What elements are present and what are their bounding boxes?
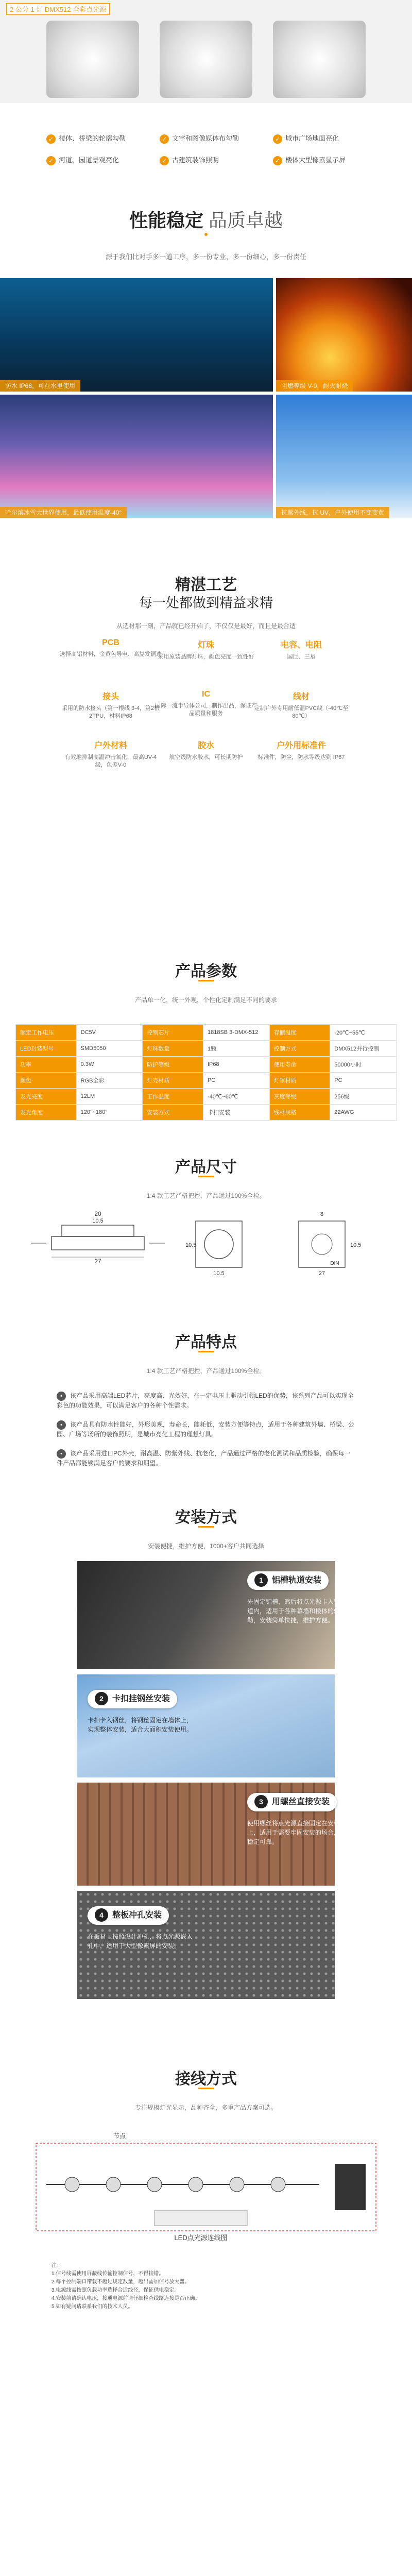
dim-label: 10.5 <box>213 1270 225 1277</box>
dim-label: 27 <box>318 1270 325 1277</box>
dim-label: 10.5 <box>92 1218 104 1224</box>
check-icon: ✓ <box>273 156 282 165</box>
feature-item: ✓ 文字和图像媒体布勾勒 <box>160 133 239 144</box>
feature-point: • 该产品具有防水性能好，外形美观，寿命长，能耗低，安装方便等特点，适用于各种建筑外墙、桥梁、公园、广场等场所的装饰照明，是城市亮化工程的理想灯具。 <box>57 1421 355 1438</box>
bullet-icon: • <box>57 1420 66 1430</box>
craft-card: 电容、电阻 国巨、三星 <box>280 641 322 660</box>
table-row: 颜色 RGB全彩 灯壳材质 PC 灯罩材质 PC <box>16 1073 397 1089</box>
photo-fire: 阻燃等级 V-0，耐火耐烧 <box>276 278 412 392</box>
dim-label: 8 <box>320 1211 324 1217</box>
craft-subtitle: 每一处都做到精益求精 <box>139 595 273 611</box>
wiring-note: 2.每个控制端口带载不超过规定数量，超出需加信号放大器。 <box>52 2279 190 2285</box>
table-row: 发光角度 120°~180° 安装方式 卡扣安装 线材规格 22AWG <box>16 1105 397 1121</box>
node-label: 节点 <box>113 2132 126 2140</box>
title-underline <box>198 1176 214 1177</box>
product-photo-1 <box>46 21 139 98</box>
spec-table <box>15 1024 397 1121</box>
install-tag: 4 整板冲孔安装 <box>88 1906 169 1925</box>
feature-item: ✓ 楼体大型像素显示屏 <box>273 155 346 165</box>
craft-card: 户外材料 有效地抑制高温冲击氧化，最高UV-4级，色差V-0 <box>64 741 157 768</box>
table-row: 发光亮度 12LM 工作温度 -40℃~60℃ 灰度等级 256级 <box>16 1089 397 1105</box>
photo-ice-castle: 哈尔滨冰雪大世界使用，最低使用温度-40° <box>0 395 273 518</box>
craft-card: 灯珠 采用原装品牌灯珠，颜色亮度一致性好 <box>158 641 254 660</box>
photo-sky: 抗紫外线，抗 UV，户外使用不变变黄 <box>276 395 412 518</box>
craft-card: 接头 采用的防水接头（第一根线 3-4，第2根 2TPU，材料IP68 <box>61 692 160 719</box>
dimensions-title: 产品尺寸 <box>175 1159 237 1176</box>
title-underline <box>198 1351 214 1352</box>
install-desc: 使用螺丝将点光源直接固定在安装面上，适用于需要牢固安装的场合，安装稳定可靠。 <box>247 1820 353 1845</box>
title-underline <box>198 2088 214 2089</box>
dimension-drawing <box>31 1206 381 1278</box>
product-photo-3 <box>273 21 366 98</box>
section-dot <box>204 233 208 236</box>
params-title: 产品参数 <box>175 963 237 980</box>
craft-card: 胶水 航空级防水胶水，可长期防护 <box>169 741 243 760</box>
dim-label: 27 <box>94 1258 101 1265</box>
dim-label: 20 <box>94 1210 101 1217</box>
dimensions-subtitle: 1:4 款工艺严格把控，产品通过100%全检。 <box>146 1192 266 1199</box>
product-photo-2 <box>160 21 252 98</box>
install-tag: 3 用螺丝直接安装 <box>247 1793 337 1811</box>
feature-item: ✓ 楼体、桥梁的轮廓勾勒 <box>46 133 126 144</box>
wiring-caption: LED点光源连线图 <box>174 2234 228 2242</box>
wiring-title: 接线方式 <box>175 2071 237 2088</box>
features2-title: 产品特点 <box>175 1334 237 1351</box>
feature-point: • 该产品采用进口PC外壳，耐高温、防紫外线、抗老化，产品通过严格的老化测试和品质检验，确保每一件产品都能够满足客户的要求和期望。 <box>57 1450 351 1467</box>
dim-label: 10.5 <box>350 1242 362 1248</box>
feature-item: ✓ 古建筑装饰照明 <box>160 155 219 165</box>
install-tag: 1 铝槽轨道安装 <box>247 1571 329 1590</box>
wiring-note: 5.如有疑问请联系我们的技术人员。 <box>52 2304 133 2310</box>
quality-subtitle: 源于我们比对手多一道工序，多一份专业，多一份细心，多一份责任 <box>105 253 306 261</box>
params-subtitle: 产品单一化，统一外观，个性化定制满足不同的要求 <box>134 996 277 1004</box>
wiring-note: 注： <box>52 2263 62 2268</box>
wiring-diagram <box>31 2123 381 2251</box>
dim-label: 10.5 <box>185 1242 197 1248</box>
install-tag: 2 卡扣挂钢丝安装 <box>88 1690 177 1708</box>
install-subtitle: 安装便捷，维护方便，1000+客户共同选择 <box>148 1543 264 1550</box>
craft-title: 精湛工艺 <box>175 577 237 594</box>
table-row: LED封装型号 SMD5050 灯珠数量 1颗 控制方式 DMX512并行控制 <box>16 1041 397 1057</box>
install-desc: 在板材上按照设计冲孔，将点光源嵌入孔中，适用于大型像素屏的安装。 <box>88 1933 193 1950</box>
dim-label: DIN <box>330 1261 339 1266</box>
bullet-icon: • <box>57 1449 66 1459</box>
wiring-note: 1.信号线需使用屏蔽线传输控制信号，不得接错。 <box>52 2271 164 2277</box>
wiring-note: 3.电源线需按照负载功率选择合适线径，保证供电稳定。 <box>52 2287 180 2293</box>
check-icon: ✓ <box>273 134 282 144</box>
craft-card: 户外用标准件 标准件，防尘，防水等级达到 IP67 <box>258 741 345 760</box>
wiring-note: 4.安装前请确认电压，接通电源前请仔细检查线路连接是否正确。 <box>52 2296 200 2301</box>
craft-card: 线材 定制户外专用耐低温PVC线（-40℃至80℃） <box>254 692 349 719</box>
wiring-subtitle: 专注规模灯光显示，品种齐全，多重产品方案可选。 <box>134 2104 277 2111</box>
features2-subtitle: 1:4 款工艺严格把控，产品通过100%全检。 <box>146 1367 266 1375</box>
top-banner-label: 2 公分 1 灯 DMX512 全彩点光源 <box>6 3 110 15</box>
feature-point: • 该产品采用高端LED芯片，亮度高、光效好，在一定电压上驱动引领LED的优势，该系列产品可以实现全彩色的功能效果，可以满足客户的各种个性需求。 <box>57 1392 354 1409</box>
check-icon: ✓ <box>160 156 169 165</box>
photo-underwater: 防水 IP68，可在水里使用 <box>0 278 273 392</box>
title-underline <box>198 1526 214 1528</box>
table-row: 功率 0.3W 防护等级 IP68 使用寿命 50000小时 <box>16 1057 397 1073</box>
install-desc: 先固定铝槽，然后将点光源卡入铝槽轨道内，适用于各种幕墙和楼体的轮廓勾勒，安装简单快捷，维护方便。 <box>247 1598 353 1624</box>
install-title: 安装方式 <box>175 1509 237 1526</box>
title-underline <box>198 980 214 981</box>
craft-card: PCB 选择高铝材料，金黄色导电、高复发铜选 <box>60 638 162 657</box>
feature-item: ✓ 河道、园道景观亮化 <box>46 155 119 165</box>
feature-item: ✓ 城市广场地面亮化 <box>273 133 339 144</box>
craft-card: IC 国际一流半导体公司，制作出品，保证产品质量和服务 <box>155 690 257 717</box>
bullet-icon: • <box>57 1392 66 1401</box>
check-icon: ✓ <box>46 134 56 144</box>
install-desc: 卡扣卡入钢丝，将钢丝固定在墙体上，实现整体安装，适合大面积安装使用。 <box>88 1717 193 1733</box>
check-icon: ✓ <box>46 156 56 165</box>
check-icon: ✓ <box>160 134 169 144</box>
table-row: 额定工作电压 DC5V 控制芯片 1818SB 3-DMX-512 存储温度 -20℃~55℃ <box>16 1025 397 1041</box>
craft-intro: 从选材那一刻，产品就已经开始了，不仅仅是最好，而且是最合适 <box>116 622 296 630</box>
quality-title: 性能稳定 品质卓越 <box>129 210 283 231</box>
